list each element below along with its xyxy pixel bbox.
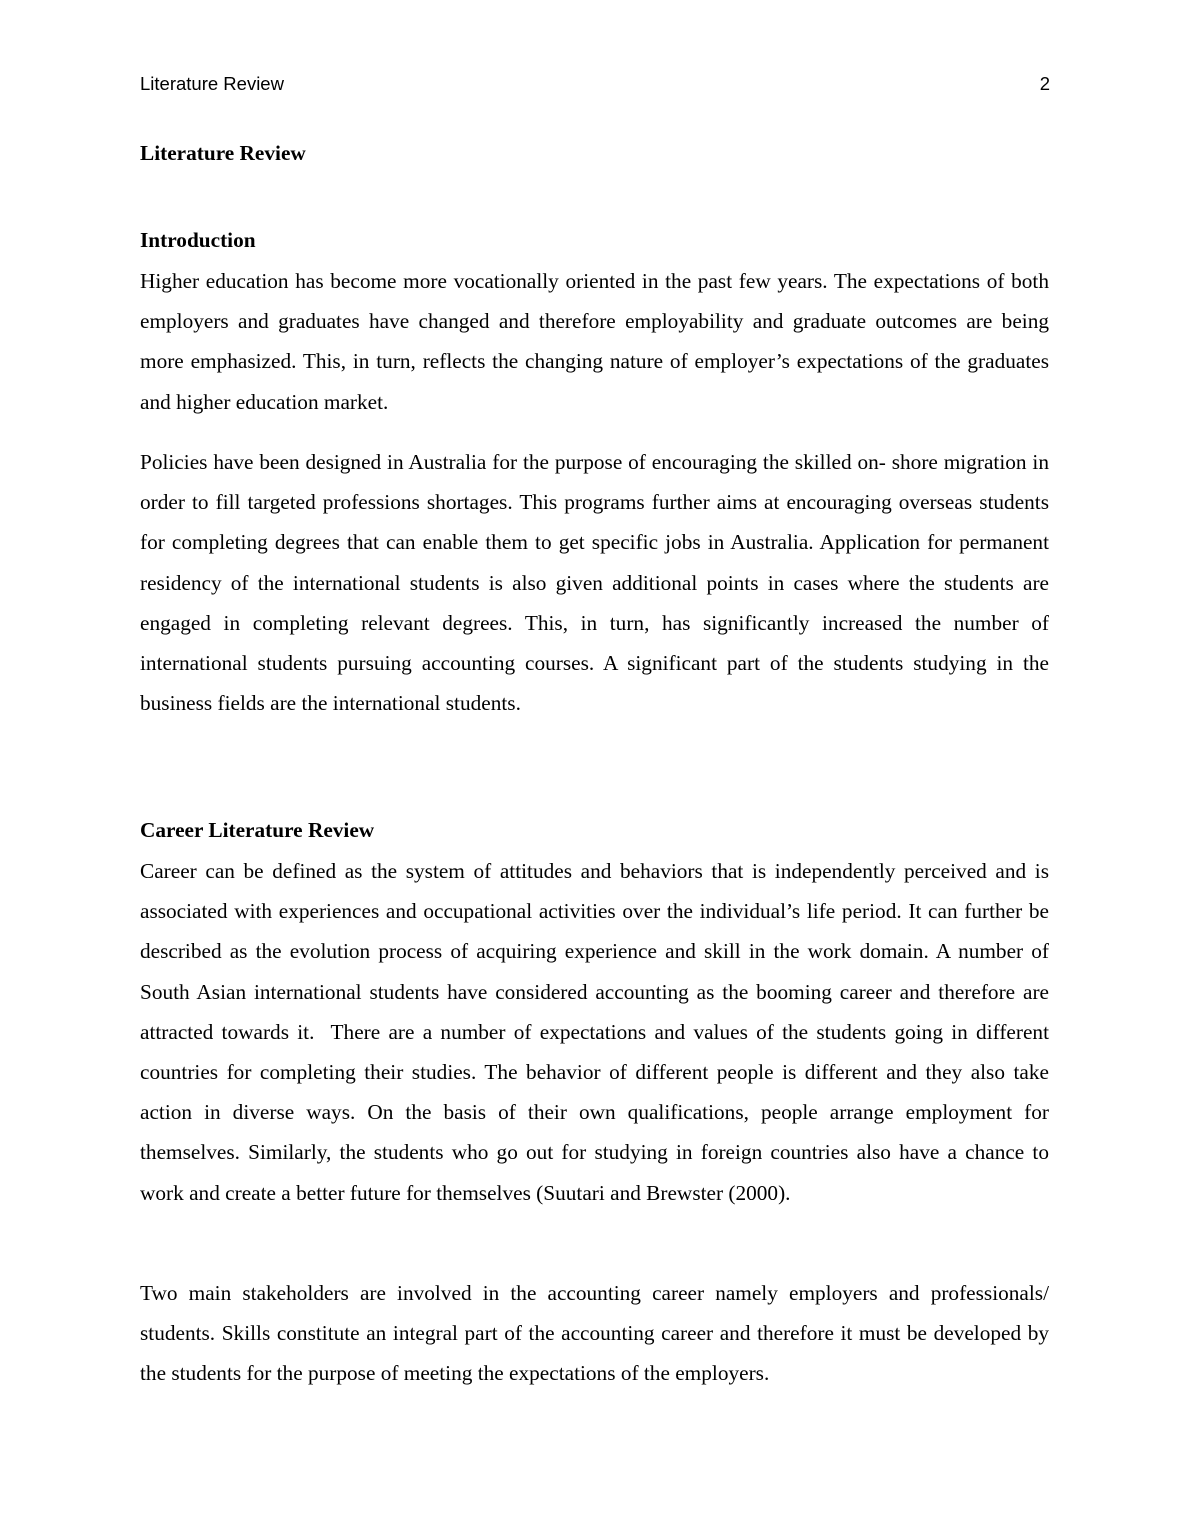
paragraph-introduction-2: Policies have been designed in Australia for the purpose of encouraging the skilled on- shore migration in order to fill targeted professions shortages. This programs further aims at encouraging overseas students for completing degrees that can enable them to get specific jobs in Australia. Application for permanent residency of the international students is also given additional points in cases where the students are engaged in completing relevant degrees. This, in turn, has significantly increased the number of international students pursuing accounting courses. A significant part of the students studying in the business fields are the international students. <box>140 450 1055 716</box>
page-header <box>140 71 1050 97</box>
paragraph-career-2: Two main stakeholders are involved in the accounting career namely employers and professionals/ students. Skills constitute an integral part of the accounting career and therefore it must be developed by the students for the purpose of meeting the expectations of the employers. <box>140 1281 1055 1386</box>
document-title: Literature Review <box>140 141 306 165</box>
paragraph-career-1: Career can be defined as the system of attitudes and behaviors that is independently perceived and is associated with experiences and occupational activities over the individual’s life period. It can further be described as the evolution process of acquiring experience and skill in the work domain. A number of South Asian international students have considered accounting as the booming career and therefore are attracted towards it. There are a number of expectations and values of the students going in different countries for completing their studies. The behavior of different people is different and they also take action in diverse ways. On the basis of their own qualifications, people arrange employment for themselves. Similarly, the students who go out for studying in foreign countries also have a chance to work and create a better future for themselves (Suutari and Brewster (2000). <box>140 859 1055 1205</box>
running-head-title: Literature Review <box>140 73 284 94</box>
paragraph-introduction-1: Higher education has become more vocationally oriented in the past few years. The expectations of both employers and graduates have changed and therefore employability and graduate outcomes are being more emphasized. This, in turn, reflects the changing nature of employer’s expectations of the graduates and higher education market. <box>140 269 1055 414</box>
page-number: 2 <box>1039 73 1050 94</box>
section-heading-career-literature-review: Career Literature Review <box>140 818 375 842</box>
section-heading-introduction: Introduction <box>140 228 256 252</box>
